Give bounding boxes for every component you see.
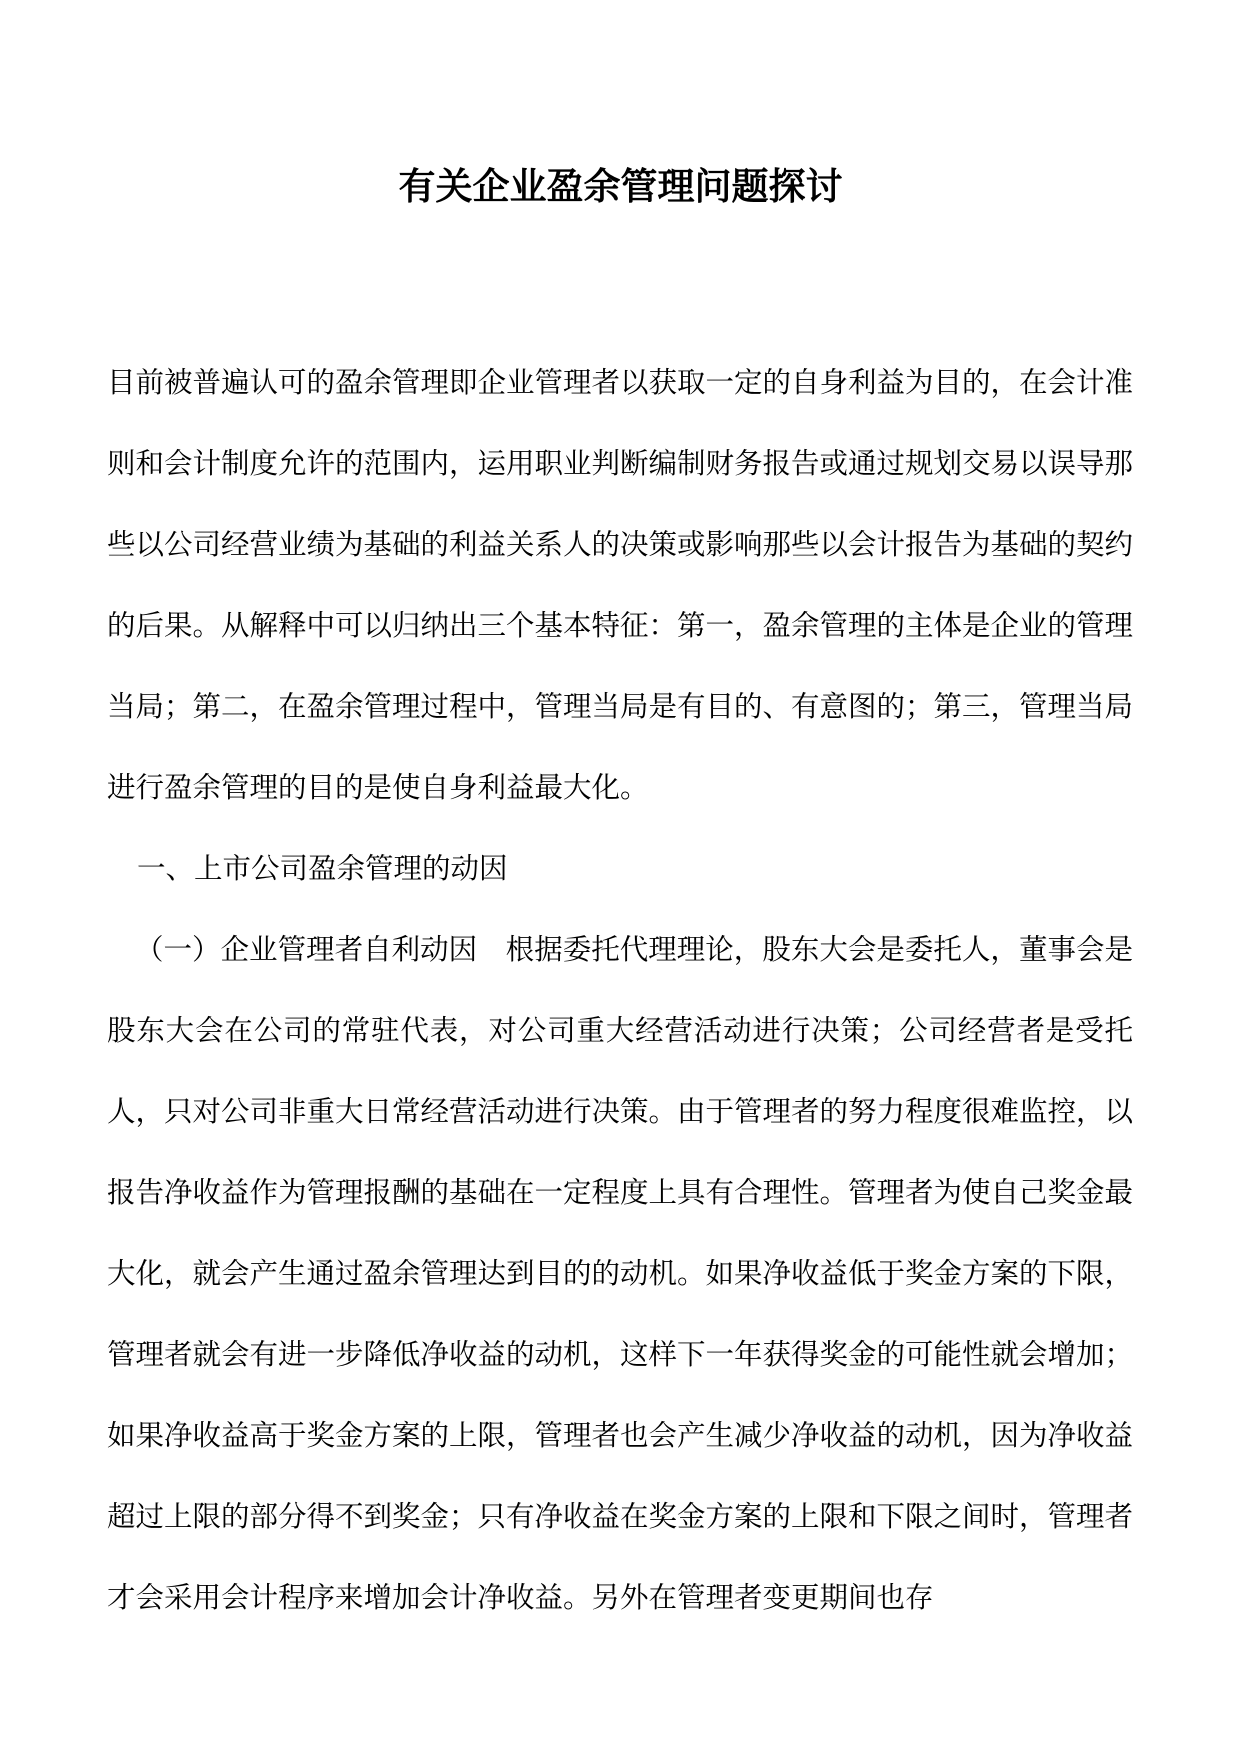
section-heading: 一、上市公司盈余管理的动因 bbox=[137, 852, 508, 885]
document-title: 有关企业盈余管理问题探讨 bbox=[398, 164, 843, 208]
paragraph-motive: （一）企业管理者自利动因 根据委托代理理论，股东大会是委托人，董事会是股东大会在公司的常驻代表，对公司重大经营活动进行决策；公司经营者是受托人，只对公司非重大日常经营活动进行决策。由于管理者的努力程度很难监控，以报告净收益作为管理报酬的基础在一定程度上具有合理性。管理者为使自己奖金最大化，就会产生通过盈余管理达到目的的动机。如果净收益低于奖金方案的下限，管理者就会有进一步降低净收益的动机，这样下一年获得奖金的可能性就会增加；如果净收益高于奖金方案的上限，管理者也会产生减少净收益的动机，因为净收益超过上限的部分得不到奖金；只有净收益在奖金方案的上限和下限之间时，管理者才会采用会计程序来增加会计净收益。另外在管理者变更期间也存 bbox=[107, 933, 1134, 1614]
document-body bbox=[107, 342, 1133, 1638]
paragraph-intro: 目前被普遍认可的盈余管理即企业管理者以获取一定的自身利益为目的，在会计准则和会计制度允许的范围内，运用职业判断编制财务报告或通过规划交易以误导那些以公司经营业绩为基础的利益关系人的决策或影响那些以会计报告为基础的契约的后果。从解释中可以归纳出三个基本特征：第一，盈余管理的主体是企业的管理当局；第二，在盈余管理过程中，管理当局是有目的、有意图的；第三，管理当局进行盈余管理的目的是使自身利益最大化。 bbox=[107, 366, 1134, 804]
